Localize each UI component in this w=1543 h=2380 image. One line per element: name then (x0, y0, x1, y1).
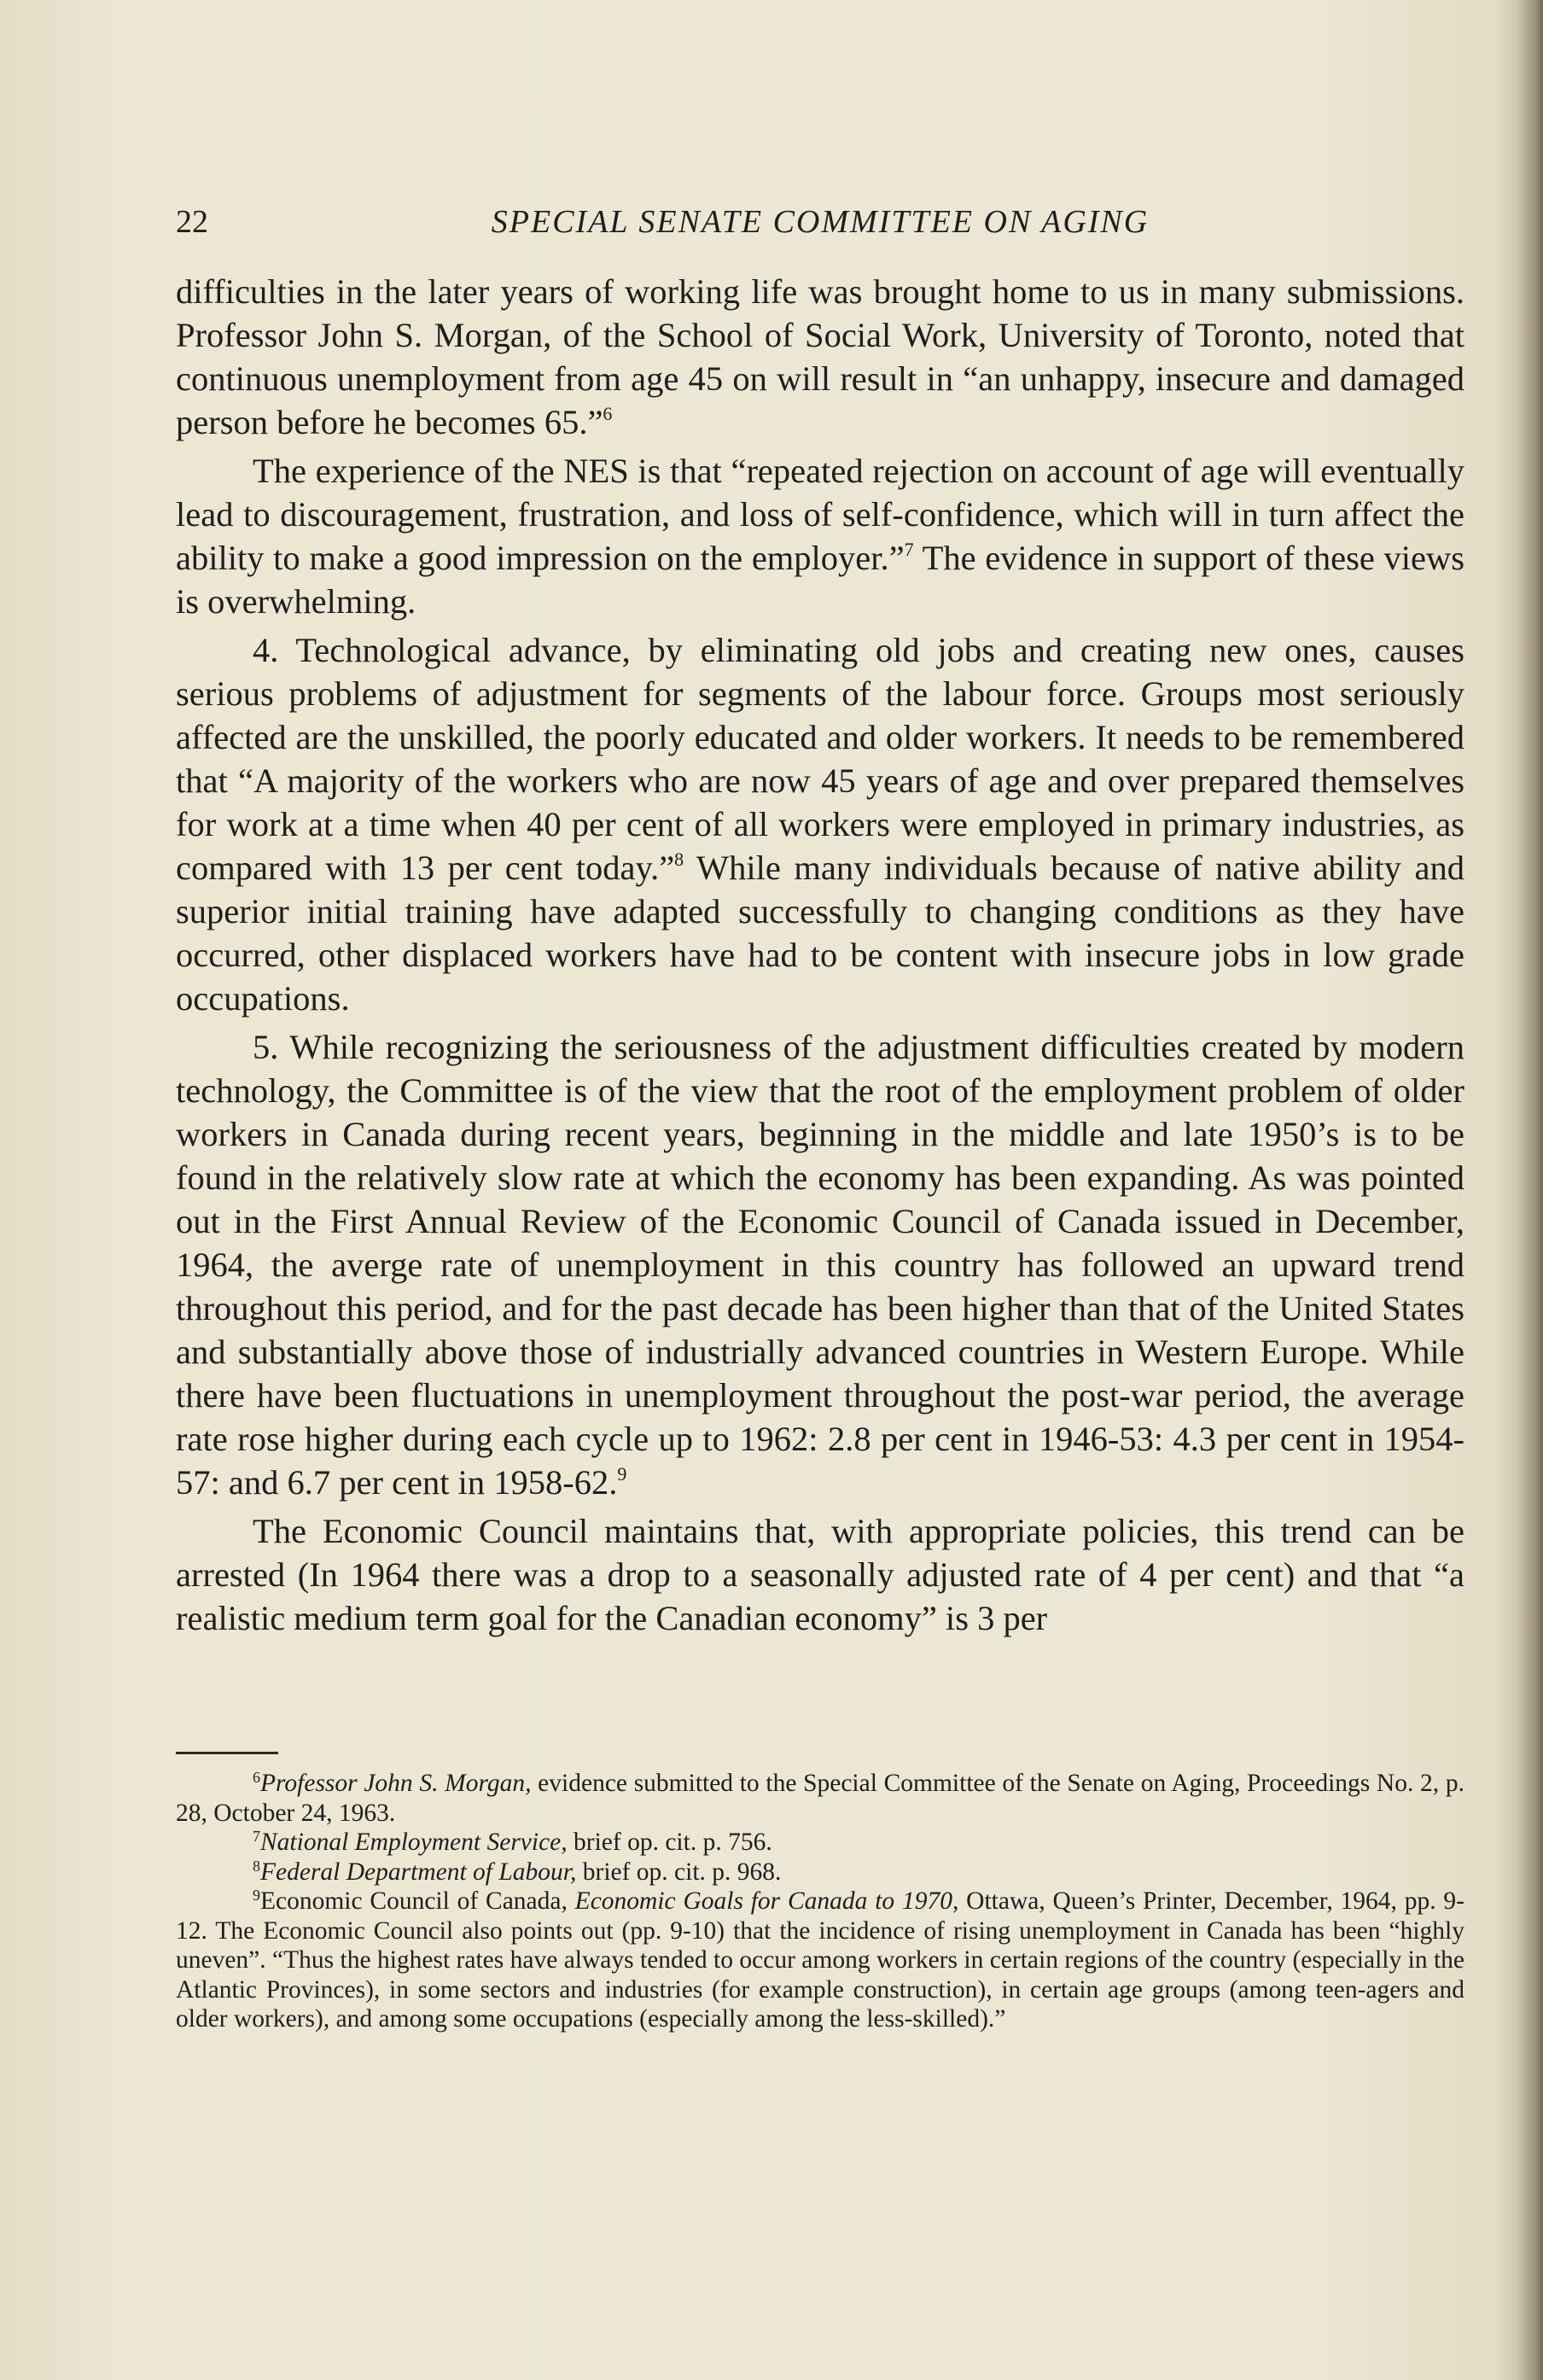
page-number: 22 (176, 204, 208, 240)
paragraph-1 (176, 270, 1464, 444)
footnote-8 (176, 1858, 1464, 1887)
footnote-source: Professor John S. Morgan, (260, 1770, 532, 1797)
paragraph-3 (176, 628, 1464, 1020)
paragraph-text: difficulties in the later years of working life was brought home to us in many submissions. Professor John S. Morgan, of the School of Social Work, University of Toronto, noted that continuous unemployment from age 45 on will result in “an unhappy, insecure and damaged person before he becomes 65.” (176, 272, 1464, 441)
paragraph-2 (176, 449, 1464, 623)
footnote-text: evidence submitted to the Special Committee of the Senate on Aging, Proceedings No. 2, p. 28, October 24, 1963. (176, 1770, 1464, 1827)
footnote-text: brief op. cit. p. 756. (567, 1829, 772, 1856)
footnote-mark: 8 (253, 1857, 260, 1875)
footnote-mark: 6 (253, 1769, 260, 1786)
page-edge-shadow (1517, 0, 1543, 2380)
paragraph-text: 4. Technological advance, by eliminating old jobs and creating new ones, causes serious problems of adjustment for segments of the labour force. Groups most seriously affected are the unskilled, the poorly educated and older workers. It needs to be remembered that “A majority of the workers who are now 45 years of age and over prepared themselves for work at a time when 40 per cent of all workers were employed in primary industries, as compared with 13 per cent today.” (176, 631, 1464, 887)
footnote-source: Federal Department of Labour, (260, 1858, 577, 1886)
footnote-text: brief op. cit. p. 968. (576, 1858, 782, 1886)
footnote-ref: 6 (603, 403, 613, 424)
footnote-7 (176, 1828, 1464, 1858)
paragraph-text-after: While many individuals because of native ability and superior initial training have adapted successfully to changing conditions as they have occurred, other displaced workers have had to be content with insecure jobs in low grade occupations. (176, 849, 1464, 1018)
paragraph-4 (176, 1025, 1464, 1504)
paragraph-text: 5. While recognizing the seriousness of the adjustment difficulties created by modern technology, the Committee is of the view that the root of the employment problem of older workers in Canada during recent years, beginning in the middle and late 1950’s is to be found in the relatively slow rate at which the economy has been expanding. As was pointed out in the First Annual Review of the Economic Council of Canada issued in December, 1964, the averge rate of unemployment in this country has followed an upward trend throughout this period, and for the past decade has been higher than that of the United States and substantially above those of industrially advanced countries in Western Europe. While there have been fluctuations in unemployment throughout the post-war period, the average rate rose higher during each cycle up to 1962: 2.8 per cent in 1946-53: 4.3 per cent in 1954-57: and 6.7 per cent in 1958-62. (176, 1028, 1464, 1502)
running-head (176, 198, 1464, 246)
footnote-mark: 7 (253, 1828, 260, 1845)
footnote-ref: 7 (904, 539, 914, 560)
footnote-text: Ottawa, Queen’s Printer, December, 1964, pp. 9-12. The Economic Council also points out (pp. 9-10) that the incidence of rising unemployment in Canada has been “highly uneven”. “Thus the highest rates have always tended to occur among workers in certain regions of the country (especially in the Atlantic Provinces), in some sectors and industries (for example construction), in certain age groups (among teen-agers and older workers), and among some occupations (especially among the less-skilled).” (176, 1887, 1464, 2033)
footnotes (176, 1769, 1464, 2034)
footnote-ref: 9 (617, 1463, 627, 1485)
footnote-mark: 9 (253, 1887, 260, 1904)
running-title: SPECIAL SENATE COMMITTEE ON AGING (491, 204, 1150, 240)
footnote-6 (176, 1769, 1464, 1828)
footnote-9 (176, 1887, 1464, 2034)
body-text (176, 270, 1464, 1645)
paragraph-text-after: The evidence in support of these views is overwhelming. (176, 539, 1464, 621)
paragraph-text: The experience of the NES is that “repeated rejection on account of age will eventually lead to discouragement, frustration, and loss of self-confidence, which will in turn affect the ability to make a good impression on the employer.” (176, 452, 1464, 577)
paragraph-text: The Economic Council maintains that, with appropriate policies, this trend can be arrested (In 1964 there was a drop to a seasonally adjusted rate of 4 per cent) and that “a realistic medium term goal for the Canadian economy” is 3 per (176, 1512, 1464, 1637)
footnote-divider (176, 1752, 278, 1754)
footnote-source: National Employment Service, (260, 1829, 568, 1856)
footnote-source: Economic Goals for Canada to 1970, (574, 1887, 959, 1915)
paragraph-5 (176, 1509, 1464, 1640)
footnote-text-before: Economic Council of Canada, (260, 1887, 575, 1915)
footnote-ref: 8 (674, 849, 684, 870)
